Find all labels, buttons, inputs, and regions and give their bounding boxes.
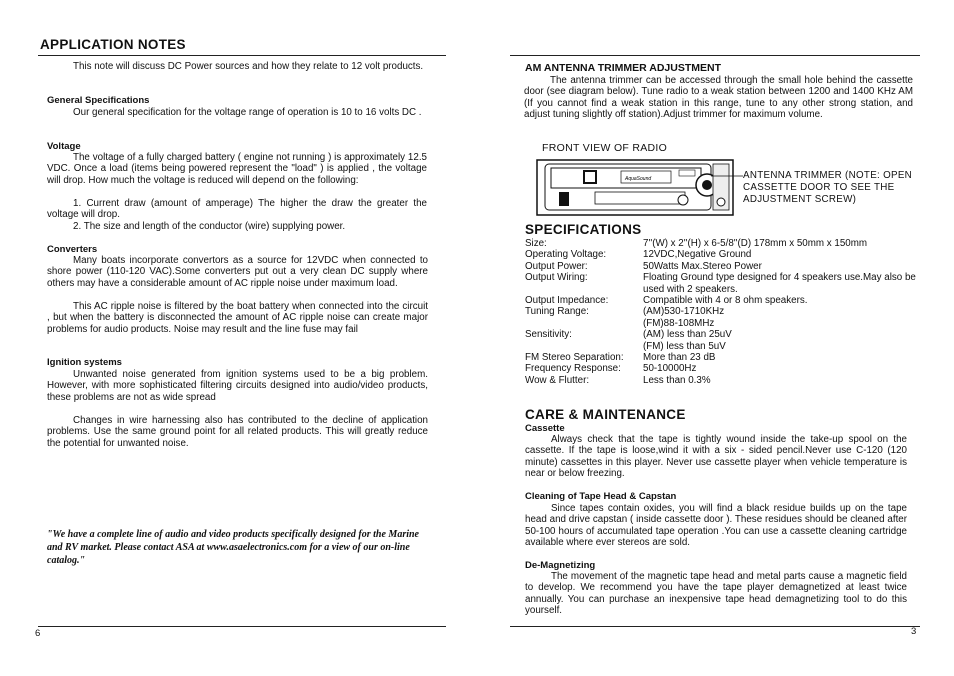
cassette-paragraph: Always check that the tape is tightly wound inside the take-up spool on the cassette. If the tape is loose,wind it with a six - sided pencil.Never use C-120 (120 minute) cassettes in this player. Never use cassette player when vehicle temperature is near or below freezing. bbox=[525, 434, 907, 480]
specs-table bbox=[525, 238, 917, 386]
spec-label bbox=[525, 341, 643, 352]
ignition-paragraph-2: Changes in wire harnessing also has contributed to the decline of application problems. Use the same ground point for all related products. This will greatly reduce the potential for unwanted noise. bbox=[47, 415, 428, 449]
antenna-paragraph: The antenna trimmer can be accessed through the small hole behind the cassette door (see diagram below). Tune radio to a weak station between 1200 and 1400 KHz AM (If you cannot find a weak station in this range, tune to any other strong station, and adjust tuning slightly off station).Adjust trimmer for maximum volume. bbox=[524, 75, 913, 121]
spec-row bbox=[525, 261, 917, 272]
converters-heading: Converters bbox=[47, 244, 98, 255]
spec-value: 50-10000Hz bbox=[643, 363, 697, 375]
spec-row bbox=[525, 318, 917, 329]
footer-rule bbox=[510, 626, 920, 627]
spec-label: Frequency Response: bbox=[525, 363, 621, 375]
spec-row bbox=[525, 352, 917, 363]
title-rule bbox=[38, 55, 446, 56]
spec-row bbox=[525, 272, 917, 295]
footer-rule bbox=[38, 626, 446, 627]
page-number: 3 bbox=[911, 626, 917, 637]
spec-row bbox=[525, 238, 917, 249]
page-title: APPLICATION NOTES bbox=[40, 37, 186, 52]
spec-row bbox=[525, 329, 917, 340]
catalog-note: "We have a complete line of audio and video products specifically designed for the Marine and RV market. Please contact ASA at www.asaelectronics.com for a view of our on-line catalog." bbox=[47, 529, 419, 566]
spec-value: (FM) less than 5uV bbox=[643, 340, 726, 352]
spec-label: Output Impedance: bbox=[525, 295, 609, 307]
demagnetizing-paragraph: The movement of the magnetic tape head and metal parts cause a magnetic field to develop. We recommend you have the tape player demagnetized at least twice annually. You can purchase an inexpensive tape head demagnetizing tool to do this yourself. bbox=[525, 571, 907, 617]
front-view-label: FRONT VIEW OF RADIO bbox=[542, 142, 668, 154]
trimmer-note: ANTENNA TRIMMER (NOTE: OPEN CASSETTE DOOR TO SEE THE ADJUSTMENT SCREW) bbox=[743, 170, 913, 205]
ignition-paragraph-1: Unwanted noise generated from ignition systems used to be a big problem. However, with more sophisticated filtering circuits designed into audio/video products, these problems are not as wide spread bbox=[47, 369, 428, 403]
spec-row bbox=[525, 375, 917, 386]
converters-paragraph-1: Many boats incorporate convertors as a source for 12VDC when connected to shore power (110-120 VAC).Some converters put out a very clean DC supply where others may have a considerable amount of AC ripple noise under maximum load. bbox=[47, 255, 428, 289]
spec-row bbox=[525, 295, 917, 306]
voltage-item-1: 1. Current draw (amount of amperage) The higher the draw the greater the voltage will drop. bbox=[47, 198, 427, 221]
spec-row bbox=[525, 363, 917, 374]
spec-label: Output Power: bbox=[525, 260, 588, 272]
intro-paragraph: This note will discuss DC Power sources and how they relate to 12 volt products. bbox=[73, 61, 424, 72]
antenna-heading: AM ANTENNA TRIMMER ADJUSTMENT bbox=[525, 62, 721, 74]
spec-value: Compatible with 4 or 8 ohm speakers. bbox=[643, 295, 808, 307]
top-rule bbox=[510, 55, 920, 56]
spec-label: Output Wiring: bbox=[525, 272, 588, 284]
spec-value: 7''(W) x 2''(H) x 6-5/8''(D) 178mm x 50mm x 150mm bbox=[643, 238, 868, 249]
general-heading: General Specifications bbox=[47, 95, 150, 106]
page-number: 6 bbox=[35, 628, 41, 639]
spec-label: Tuning Range: bbox=[525, 306, 589, 318]
ignition-heading: Ignition systems bbox=[47, 357, 122, 368]
spec-row bbox=[525, 306, 917, 317]
spec-row bbox=[525, 249, 917, 260]
spec-label bbox=[525, 318, 643, 329]
spec-label: FM Stereo Separation: bbox=[525, 352, 624, 364]
spec-value: Less than 0.3% bbox=[643, 374, 711, 386]
spec-value: 12VDC,Negative Ground bbox=[643, 249, 752, 261]
cassette-heading: Cassette bbox=[525, 423, 565, 434]
voltage-paragraph: The voltage of a fully charged battery ( engine not running ) is approximately 12.5 VDC. Once a load (items being powered represent the "load" ) is applied , the voltage will drop. How much the voltage is reduced will depend on the following: bbox=[47, 152, 427, 186]
spec-label: Size: bbox=[525, 238, 547, 249]
general-paragraph: Our general specification for the voltage range of operation is 10 to 16 volts DC . bbox=[73, 107, 422, 118]
specs-title: SPECIFICATIONS bbox=[525, 222, 642, 237]
spec-label: Operating Voltage: bbox=[525, 249, 607, 261]
converters-paragraph-2: This AC ripple noise is filtered by the boat battery when connected into the circuit , but when the battery is disconnected the amount of AC ripple noise can create major problems for audio products. Noise may result and the line fuse may fail bbox=[47, 301, 428, 335]
spec-value: More than 23 dB bbox=[643, 352, 716, 364]
voltage-heading: Voltage bbox=[47, 141, 81, 152]
cleaning-heading: Cleaning of Tape Head & Capstan bbox=[525, 491, 677, 502]
spec-value: (AM)530-1710KHz bbox=[643, 306, 725, 318]
spec-row bbox=[525, 341, 917, 352]
spec-value: (AM) less than 25uV bbox=[643, 329, 732, 341]
demagnetizing-heading: De-Magnetizing bbox=[525, 560, 596, 571]
radio-brand: AquaSound bbox=[625, 176, 652, 182]
spec-label: Wow & Flutter: bbox=[525, 374, 590, 386]
spec-value: 50Watts Max.Stereo Power bbox=[643, 260, 762, 272]
spec-value: (FM)88-108MHz bbox=[643, 317, 715, 329]
spec-label: Sensitivity: bbox=[525, 329, 572, 341]
voltage-item-2: 2. The size and length of the conductor (wire) supplying power. bbox=[73, 221, 346, 232]
right-page bbox=[477, 0, 954, 676]
care-title: CARE & MAINTENANCE bbox=[525, 407, 686, 422]
cleaning-paragraph: Since tapes contain oxides, you will find a black residue builds up on the tape head and drive capstan ( inside cassette door ). These residues should be cleaned after 50-100 hours of accumulated tape operation .You can use a cassette cleaning cartridge available where ever stereos are sold. bbox=[525, 503, 907, 549]
spec-value: Floating Ground type designed for 4 speakers use.May also be used with 2 speakers. bbox=[643, 272, 916, 295]
